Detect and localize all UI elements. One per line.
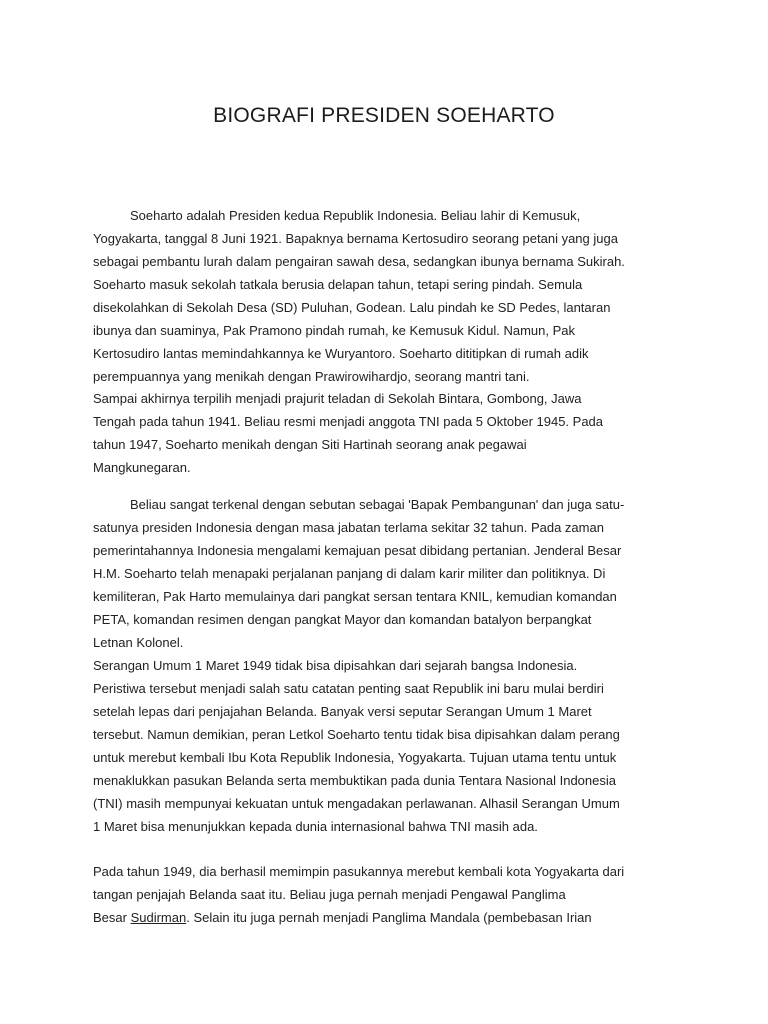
sudirman-link[interactable]: Sudirman <box>130 910 187 925</box>
paragraph-2-line-11: tersebut. Namun demikian, peran Letkol Soeharto tentu tidak bisa dipisahkan dalam perang <box>93 727 620 742</box>
paragraph-3-line-3-suffix: . Selain itu juga pernah menjadi Panglima Mandala (pembebasan Irian <box>186 910 592 925</box>
paragraph-1-line-11: tahun 1947, Soeharto menikah dengan Siti Hartinah seorang anak pegawai <box>93 437 527 452</box>
paragraph-1-line-3: sebagai pembantu lurah dalam pengairan sawah desa, sedangkan ibunya bernama Sukirah. <box>93 254 625 269</box>
paragraph-2-line-13: menaklukkan pasukan Belanda serta membuktikan pada dunia Tentara Nasional Indonesia <box>93 773 616 788</box>
paragraph-1-line-2: Yogyakarta, tanggal 8 Juni 1921. Bapaknya bernama Kertosudiro seorang petani yang juga <box>93 231 618 246</box>
paragraph-2-line-6: PETA, komandan resimen dengan pangkat Mayor dan komandan batalyon berpangkat <box>93 612 592 627</box>
paragraph-2-line-14: (TNI) masih mempunyai kekuatan untuk mengadakan perlawanan. Alhasil Serangan Umum <box>93 796 620 811</box>
paragraph-3-line-3 <box>93 910 592 926</box>
paragraph-2-line-5: kemiliteran, Pak Harto memulainya dari pangkat sersan tentara KNIL, kemudian komandan <box>93 589 617 604</box>
paragraph-1-line-6: ibunya dan suaminya, Pak Pramono pindah rumah, ke Kemusuk Kidul. Namun, Pak <box>93 323 575 338</box>
paragraph-2-line-2: satunya presiden Indonesia dengan masa jabatan terlama sekitar 32 tahun. Pada zaman <box>93 520 604 535</box>
paragraph-2-line-7: Letnan Kolonel. <box>93 635 184 650</box>
paragraph-2-line-9: Peristiwa tersebut menjadi salah satu catatan penting saat Republik ini baru mulai berdiri <box>93 681 604 696</box>
paragraph-1-line-4: Soeharto masuk sekolah tatkala berusia delapan tahun, tetapi sering pindah. Semula <box>93 277 583 292</box>
paragraph-2-line-3: pemerintahannya Indonesia mengalami kemajuan pesat dibidang pertanian. Jenderal Besar <box>93 543 622 558</box>
paragraph-2-line-12: untuk merebut kembali Ibu Kota Republik Indonesia, Yogyakarta. Tujuan utama tentu untuk <box>93 750 617 765</box>
paragraph-1-line-10: Tengah pada tahun 1941. Beliau resmi menjadi anggota TNI pada 5 Oktober 1945. Pada <box>93 414 604 429</box>
page-title: BIOGRAFI PRESIDEN SOEHARTO <box>213 104 555 127</box>
paragraph-2-line-4: H.M. Soeharto telah menapaki perjalanan panjang di dalam karir militer dan politiknya. Di <box>93 566 606 581</box>
paragraph-1-line-12: Mangkunegaran. <box>93 460 191 475</box>
paragraph-1-line-9: Sampai akhirnya terpilih menjadi prajurit teladan di Sekolah Bintara, Gombong, Jawa <box>93 391 582 406</box>
paragraph-2-line-8: Serangan Umum 1 Maret 1949 tidak bisa dipisahkan dari sejarah bangsa Indonesia. <box>93 658 578 673</box>
paragraph-2-line-10: setelah lepas dari penjajahan Belanda. Banyak versi seputar Serangan Umum 1 Maret <box>93 704 592 719</box>
paragraph-3-line-2: tangan penjajah Belanda saat itu. Beliau juga pernah menjadi Pengawal Panglima <box>93 887 566 902</box>
paragraph-2-line-15: 1 Maret bisa menunjukkan kepada dunia internasional bahwa TNI masih ada. <box>93 819 538 834</box>
paragraph-1-line-7: Kertosudiro lantas memindahkannya ke Wuryantoro. Soeharto dititipkan di rumah adik <box>93 346 589 361</box>
paragraph-1-line-1: Soeharto adalah Presiden kedua Republik Indonesia. Beliau lahir di Kemusuk, <box>130 208 581 223</box>
paragraph-1-line-8: perempuannya yang menikah dengan Prawirowihardjo, seorang mantri tani. <box>93 369 530 384</box>
paragraph-2-line-1: Beliau sangat terkenal dengan sebutan sebagai 'Bapak Pembangunan' dan juga satu- <box>130 497 625 512</box>
paragraph-1-line-5: disekolahkan di Sekolah Desa (SD) Puluhan, Godean. Lalu pindah ke SD Pedes, lantaran <box>93 300 611 315</box>
paragraph-3-line-1: Pada tahun 1949, dia berhasil memimpin pasukannya merebut kembali kota Yogyakarta dari <box>93 864 625 879</box>
paragraph-3-line-3-prefix: Besar <box>93 910 131 925</box>
